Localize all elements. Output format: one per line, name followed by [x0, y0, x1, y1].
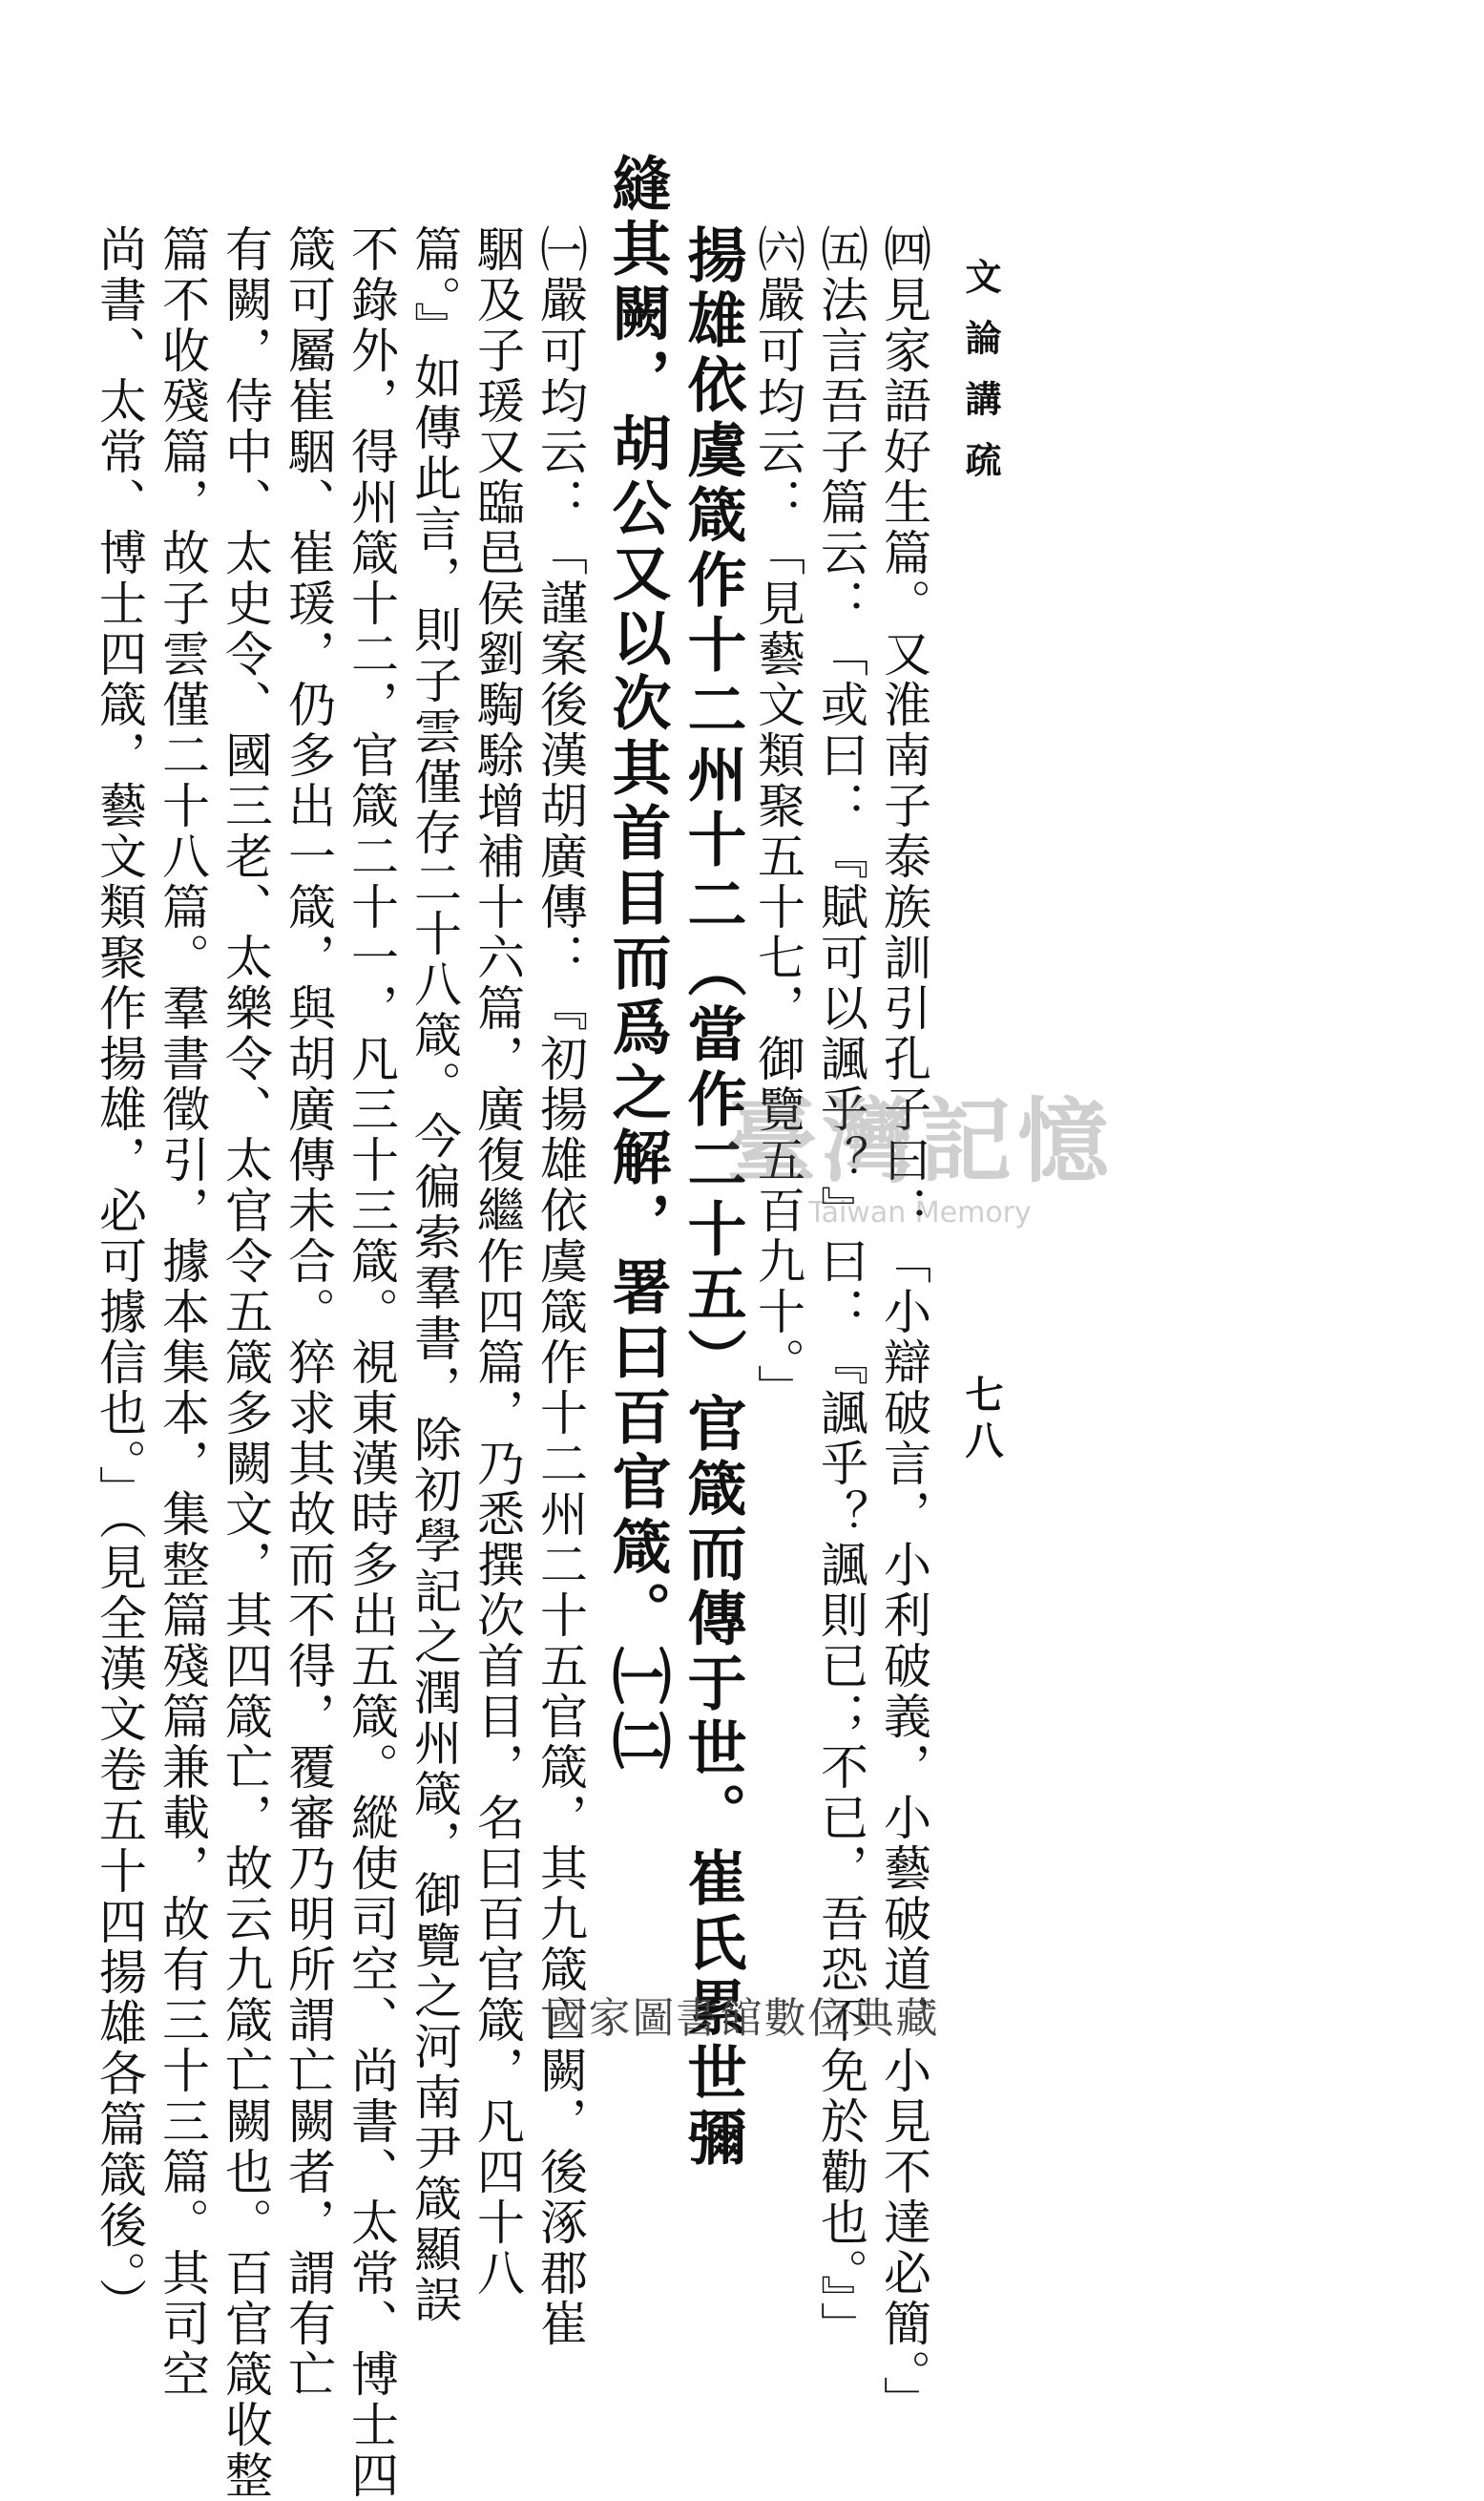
commentary-column-4: 不錄外，得州箴十二，官箴二十一，凡三十三箴。視東漢時多出五箴。縱使司空、尚書、太常、博士四	[344, 224, 399, 2501]
watermark-english: Taiwan Memory	[808, 1196, 1032, 1229]
taiwan-memory-watermark	[725, 1069, 1115, 1229]
commentary-column-8: 尚書、太常、博士四箴，藝文類聚作揚雄，必可據信也。」（見全漢文卷五十四揚雄各篇箴後。）	[92, 224, 147, 2328]
commentary-column-2: 駰及子瑗又臨邑侯劉騊駼增補十六篇，廣復繼作四篇，乃悉撰次首目，名曰百官箴，凡四十八	[470, 224, 525, 2299]
note-column-4: ㈣見家語好生篇。又淮南子泰族訓引孔子曰：「小辯破言，小利破義，小藝破道，小見不達必簡。」	[876, 224, 931, 2427]
commentary-column-3: 篇。』如傳此言，則子雲僅存二十八箴。今徧索羣書，除初學記之潤州箴，御覽之河南尹箴顯誤	[407, 224, 462, 2325]
commentary-column-1: ㈠嚴可均云：「謹案後漢胡廣傳：『初揚雄依虞箴作十二州二十五官箴，其九箴亡闕，後涿郡崔	[533, 224, 588, 2349]
footer-credit: 國家圖書館數位典藏	[544, 1994, 940, 2043]
note-column-6: ㈥嚴可均云：「見藝文類聚五十七，御覽五百九十。」	[750, 224, 805, 1415]
commentary-column-5: 箴可屬崔駰、崔瑗，仍多出一箴，與胡廣傳未合。猝求其故而不得，覆審乃明所謂亡闕者，謂有亡	[281, 224, 336, 2400]
watermark-chinese: 臺灣記憶	[725, 1087, 1115, 1195]
page-number: 七八	[959, 1375, 1004, 1466]
running-header-title: 文論講疏	[959, 258, 1002, 502]
commentary-column-7: 篇不收殘篇，故子雲僅二十八篇。羣書徵引，據本集本，集整篇殘篇兼載，故有三十三篇。其司空	[155, 224, 210, 2400]
note-column-5: ㈤法言吾子篇云：「或曰：『賦可以諷乎？』曰：『諷乎？諷則已；不已，吾恐不免於勸也。』」	[813, 224, 868, 2352]
main-text-column-2: 縫其闕，胡公又以次其首目而爲之解，署曰百官箴。㈠㈡	[602, 153, 672, 1776]
main-text-column-1: 揚雄依虞箴作十二州十二（當作二十五）官箴而傳于世。崔氏累世彌	[678, 224, 747, 2172]
commentary-column-6: 有闕，侍中、太史令、國三老、太樂令、太官令五箴多闕文，其四箴亡，故云九箴亡闕也。百官箴收整	[218, 224, 273, 2501]
